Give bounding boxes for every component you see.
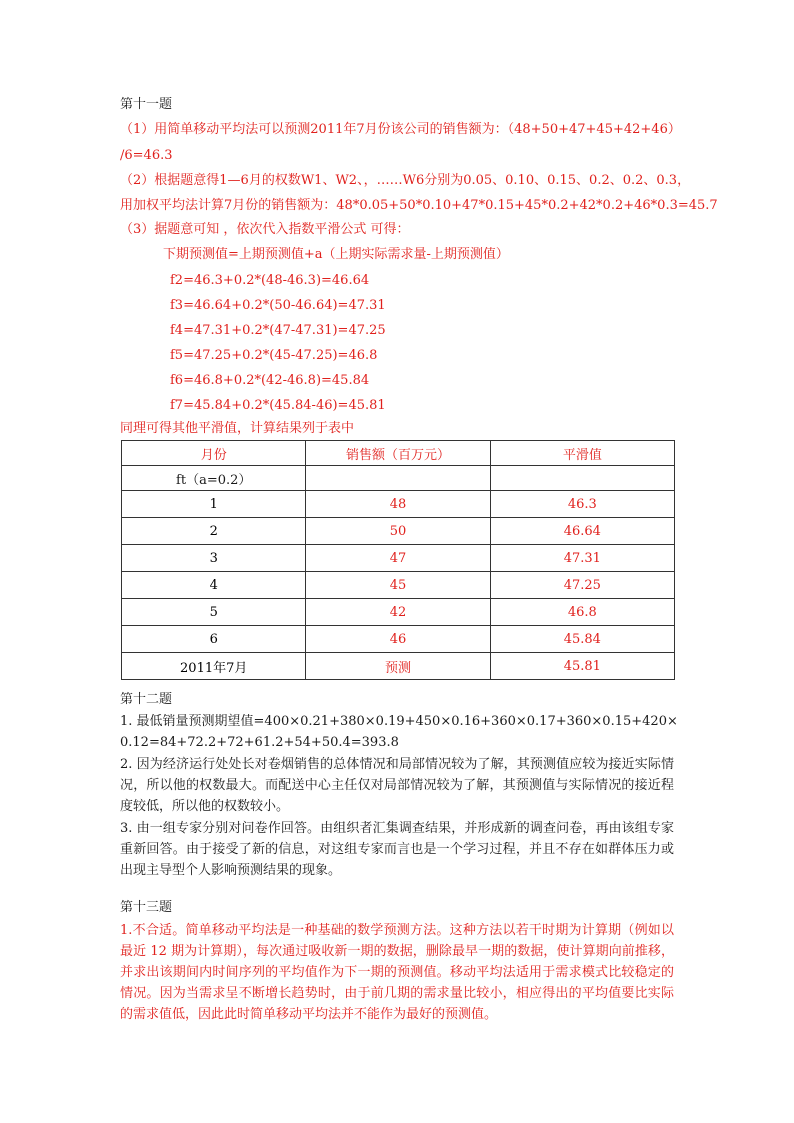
q12-item1-line1: 1. 最低销量预测期望值=400×0.21+380×0.19+450×0.16+360×0.17+360×0.15+420× (120, 714, 678, 729)
table-empty-cell (306, 466, 490, 491)
q11-title: 第十一题 (120, 97, 173, 112)
table-cell-month: 1 (122, 491, 306, 518)
q11-part2-line2: 用加权平均法计算7月份的销售额为：48*0.05+50*0.10+47*0.15+45*0.2+42*0.2+46*0.3=45.7 (120, 198, 718, 213)
table-header-cell: 月份 (122, 441, 306, 466)
table-row (122, 599, 675, 626)
q11-part3-line: （3）据题意可知 ，依次代入指数平滑公式 可得： (120, 222, 410, 237)
table-cell-sales: 48 (306, 491, 490, 518)
table-cell-sales: 50 (306, 518, 490, 545)
table-row (122, 626, 675, 653)
table-header-cell: 销售额（百万元） (306, 441, 490, 466)
table-row (122, 545, 675, 572)
table-cell-smoothed: 46.3 (490, 491, 674, 518)
q11-part1-line1: （1）用简单移动平均法可以预测2011年7月份该公司的销售额为：（48+50+47+45+42+46） (120, 122, 681, 137)
q11-step-f2: f2=46.3+0.2*(48-46.3)=46.64 (170, 273, 370, 288)
table-cell-smoothed: 46.64 (490, 518, 674, 545)
smoothing-table (121, 440, 675, 680)
table-cell-smoothed: 46.8 (490, 599, 674, 626)
table-row (122, 653, 675, 680)
table-cell-sales: 预测 (306, 653, 490, 680)
q12-item1-line2: 0.12=84+72.2+72+61.2+54+50.4=393.8 (120, 735, 399, 750)
q12-item2: 2. 因为经济运行处处长对卷烟销售的总体情况和局部情况较为了解，其预测值应较为接近实际情况，所以他的权数最大。而配送中心主任仅对局部情况较为了解，其预测值与实际情况的接近程度较低，所以他的权数较小。 (120, 757, 674, 814)
table-cell-smoothed: 47.31 (490, 545, 674, 572)
table-cell-month: 2011年7月 (122, 653, 306, 680)
q11-part1-line2: /6=46.3 (120, 148, 173, 163)
q13-item1: 1.不合适。简单移动平均法是一种基础的数学预测方法。这种方法以若干时期为计算期（例如以最近 12 期为计算期），每次通过吸收新一期的数据，删除最早一期的数据，使计算期向前推移，并求出该期间内时间序列的平均值作为下一期的预测值。移动平均法适用于需求模式比较稳定的情况。因为当需求呈不断增长趋势时，由于前几期的需求量比较小，相应得出的平均值要比实际的需求值低，因此此时简单移动平均法并不能作为最好的预测值。 (120, 923, 674, 1022)
q12-item3: 3. 由一组专家分别对问卷作回答。由组织者汇集调查结果，并形成新的调查问卷，再由该组专家重新回答。由于接受了新的信息，对这组专家而言也是一个学习过程，并且不存在如群体压力或出现主导型个人影响预测结果的现象。 (120, 821, 674, 878)
q11-part2-line1: （2）根据题意得1—6月的权数W1、W2、，……W6分别为0.05、0.10、0.15、0.2、0.2、0.3， (120, 173, 691, 188)
table-cell-smoothed: 45.84 (490, 626, 674, 653)
q11-smoothing-formula: 下期预测值=上期预测值+a（上期实际需求量-上期预测值） (163, 247, 509, 262)
table-cell-month: 2 (122, 518, 306, 545)
table-cell-sales: 46 (306, 626, 490, 653)
q11-step-f7: f7=45.84+0.2*(45.84-46)=45.81 (170, 398, 386, 413)
table-row (122, 518, 675, 545)
table-subheader-row (122, 466, 675, 491)
table-cell-month: 5 (122, 599, 306, 626)
q11-table-intro: 同理可得其他平滑值，计算结果列于表中 (120, 421, 355, 436)
table-cell-smoothed: 47.25 (490, 572, 674, 599)
table-header-row (122, 441, 675, 466)
table-cell-sales: 47 (306, 545, 490, 572)
table-empty-cell (490, 466, 674, 491)
table-cell-month: 4 (122, 572, 306, 599)
q11-step-f3: f3=46.64+0.2*(50-46.64)=47.31 (170, 298, 386, 313)
table-row (122, 491, 675, 518)
q12-title: 第十二题 (120, 692, 173, 707)
table-cell-sales: 42 (306, 599, 490, 626)
q11-step-f6: f6=46.8+0.2*(42-46.8)=45.84 (170, 373, 370, 388)
table-row (122, 572, 675, 599)
q13-title: 第十三题 (120, 900, 173, 915)
q11-step-f5: f5=47.25+0.2*(45-47.25)=46.8 (170, 348, 378, 363)
table-cell-month: 3 (122, 545, 306, 572)
table-cell-smoothed: 45.81 (490, 653, 674, 680)
table-cell-sales: 45 (306, 572, 490, 599)
table-header-cell: 平滑值 (490, 441, 674, 466)
q11-step-f4: f4=47.31+0.2*(47-47.31)=47.25 (170, 323, 386, 338)
table-subheader-cell: ft（a=0.2） (122, 466, 306, 491)
table-cell-month: 6 (122, 626, 306, 653)
